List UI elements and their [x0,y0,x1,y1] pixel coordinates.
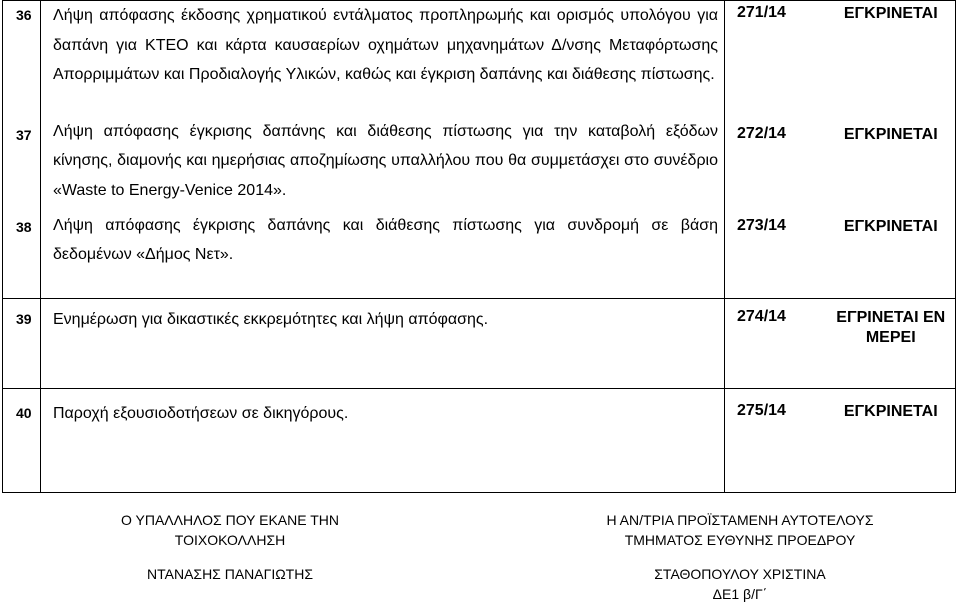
row-number: 36 [3,1,41,117]
row-description: Λήψη απόφασης έγκρισης δαπάνης και διάθεσης πίστωσης για συνδρομή σε βάση δεδομένων «Δήμος Νετ». [41,211,725,299]
left-signature-title-1: Ο ΥΠΑΛΛΗΛΟΣ ΠΟΥ ΕΚΑΝΕ ΤΗΝ [120,512,339,528]
left-signature-title-2: ΤΟΙΧΟΚΟΛΛΗΣΗ [174,532,286,548]
row-number: 40 [3,389,41,493]
decision-number: 272/14 [725,117,821,211]
decision-status: ΕΓΡΙΝΕΤΑΙ ΕΝ ΜΕΡΕΙ [821,299,956,389]
left-signature [80,510,380,584]
right-signature-department: ΔΕ1 β/Γ΄ [712,586,768,602]
left-signature-name: ΝΤΑΝΑΣΗΣ ΠΑΝΑΓΙΩΤΗΣ [147,566,313,582]
table-row [3,211,956,299]
row-number: 37 [3,117,41,211]
decision-status: ΕΓΚΡΙΝΕΤΑΙ [821,1,956,117]
table-row [3,299,956,389]
table-row [3,389,956,493]
row-number: 38 [3,211,41,299]
right-signature-name: ΣΤΑΘΟΠΟΥΛΟΥ ΧΡΙΣΤΙΝΑ [654,566,826,582]
table-row [3,117,956,211]
row-description: Λήψη απόφασης έκδοσης χρηματικού εντάλματος προπληρωμής και ορισμός υπολόγου για δαπάνη για ΚΤΕΟ και κάρτα καυσαερίων οχημάτων μηχανημάτων Δ/νσης Μεταφόρτωσης Απορριμμάτων και Προδιαλογής Υλικών, καθώς και έγκριση δαπάνης και διάθεσης πίστωσης. [41,1,725,117]
decision-number: 271/14 [725,1,821,117]
row-description: Λήψη απόφασης έγκρισης δαπάνης και διάθεσης πίστωσης για την καταβολή εξόδων κίνησης, διαμονής και ημερήσιας αποζημίωσης υπαλλήλου που θα συμμετάσχει στο συνέδριο «Waste to Energy-Venice 2014». [41,117,725,211]
right-signature [560,510,920,604]
row-description: Παροχή εξουσιοδοτήσεων σε δικηγόρους. [41,389,725,493]
row-description: Ενημέρωση για δικαστικές εκκρεμότητες και λήψη απόφασης. [41,299,725,389]
right-signature-title-2: ΤΜΗΜΑΤΟΣ ΕΥΘΥΝΗΣ ΠΡΟΕΔΡΟΥ [624,532,856,548]
decision-status: ΕΓΚΡΙΝΕΤΑΙ [821,389,956,493]
decision-number: 274/14 [725,299,821,389]
decision-number: 275/14 [725,389,821,493]
table-row [3,1,956,117]
decisions-table [2,0,956,493]
decision-number: 273/14 [725,211,821,299]
row-number: 39 [3,299,41,389]
decision-status: ΕΓΚΡΙΝΕΤΑΙ [821,211,956,299]
right-signature-title-1: Η ΑΝ/ΤΡΙΑ ΠΡΟΪΣΤΑΜΕΝΗ ΑΥΤΟΤΕΛΟΥΣ [606,512,874,528]
decision-status: ΕΓΚΡΙΝΕΤΑΙ [821,117,956,211]
